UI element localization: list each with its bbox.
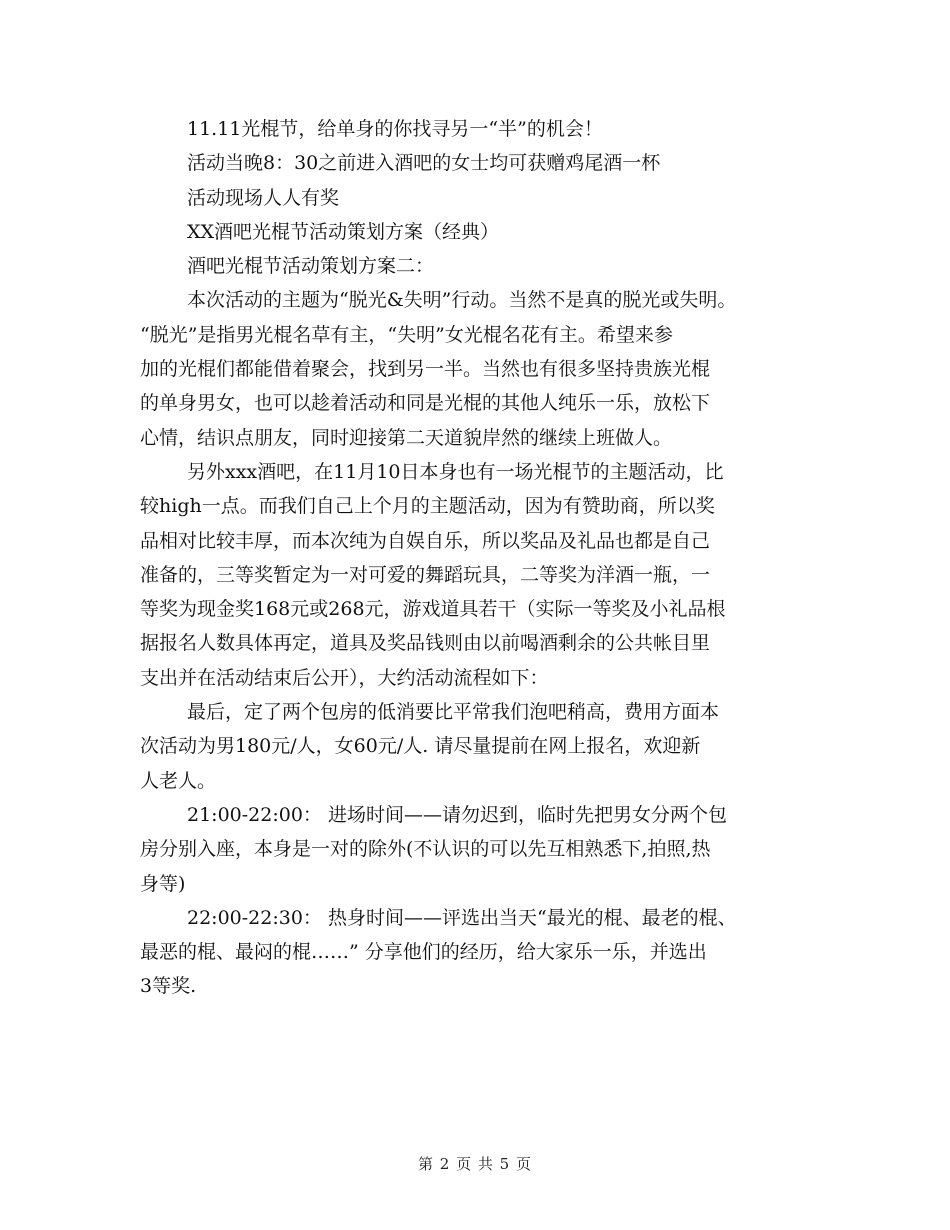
text-line: 身等) — [140, 872, 186, 895]
text-line: 据报名人数具体再定，道具及奖品钱则由以前喝酒剩余的公共帐目里 — [140, 632, 711, 655]
text-line: 房分别入座，本身是一对的除外(不认识的可以先互相熟悉下,拍照,热 — [140, 838, 711, 861]
text-line: XX酒吧光棍节活动策划方案（经典） — [187, 220, 500, 243]
text-line: 人老人。 — [140, 769, 217, 792]
page-footer: 第 2 页 共 5 页 — [418, 1155, 532, 1173]
text-line: 活动当晚8：30之前进入酒吧的女士均可获赠鸡尾酒一杯 — [187, 152, 661, 175]
text-line: 的单身男女，也可以趁着活动和同是光棍的其他人纯乐一乐，放松下 — [140, 392, 711, 415]
document-body — [140, 112, 820, 1004]
text-line: 22:00-22:30： 热身时间——评选出当天“最光的棍、最老的棍、 — [187, 906, 737, 929]
text-line: 心情，结识点朋友，同时迎接第二天道貌岸然的继续上班做人。 — [140, 426, 673, 449]
text-line: 21:00-22:00： 进场时间——请勿迟到，临时先把男女分两个包 — [187, 803, 727, 826]
text-line: 加的光棍们都能借着聚会，找到另一半。当然也有很多坚持贵族光棍 — [140, 358, 711, 381]
text-line: 最恶的棍、最闷的棍……” 分享他们的经历，给大家乐一乐，并选出 — [140, 941, 707, 964]
text-line: “脱光”是指男光棍名草有主，“失明”女光棍名花有主。希望来参 — [140, 323, 673, 346]
text-line: 本次活动的主题为“脱光&失明”行动。当然不是真的脱光或失明。 — [187, 289, 737, 312]
text-line: 11.11光棍节，给单身的你找寻另一“半”的机会！ — [187, 118, 603, 140]
text-line: 支出并在活动结束后公开），大约活动流程如下： — [140, 666, 549, 689]
text-line: 品相对比较丰厚，而本次纯为自娱自乐，所以奖品及礼品也都是自己 — [140, 529, 711, 552]
text-line: 等奖为现金奖168元或268元，游戏道具若干（实际一等奖及小礼品根 — [140, 598, 726, 621]
text-line: 准备的，三等奖暂定为一对可爱的舞蹈玩具，二等奖为洋酒一瓶，一 — [140, 563, 711, 586]
text-line: 较high一点。而我们自己上个月的主题活动，因为有赞助商，所以奖 — [140, 495, 715, 518]
text-line: 酒吧光棍节活动策划方案二： — [187, 255, 435, 278]
text-line: 另外xxx酒吧，在11月10日本身也有一场光棍节的主题活动，比 — [187, 460, 724, 483]
text-line: 3等奖. — [140, 975, 197, 998]
text-line: 次活动为男180元/人，女60元/人. 请尽量提前在网上报名，欢迎新 — [140, 735, 701, 758]
text-line: 活动现场人人有奖 — [187, 186, 340, 209]
text-line: 最后，定了两个包房的低消要比平常我们泡吧稍高，费用方面本 — [187, 701, 720, 724]
